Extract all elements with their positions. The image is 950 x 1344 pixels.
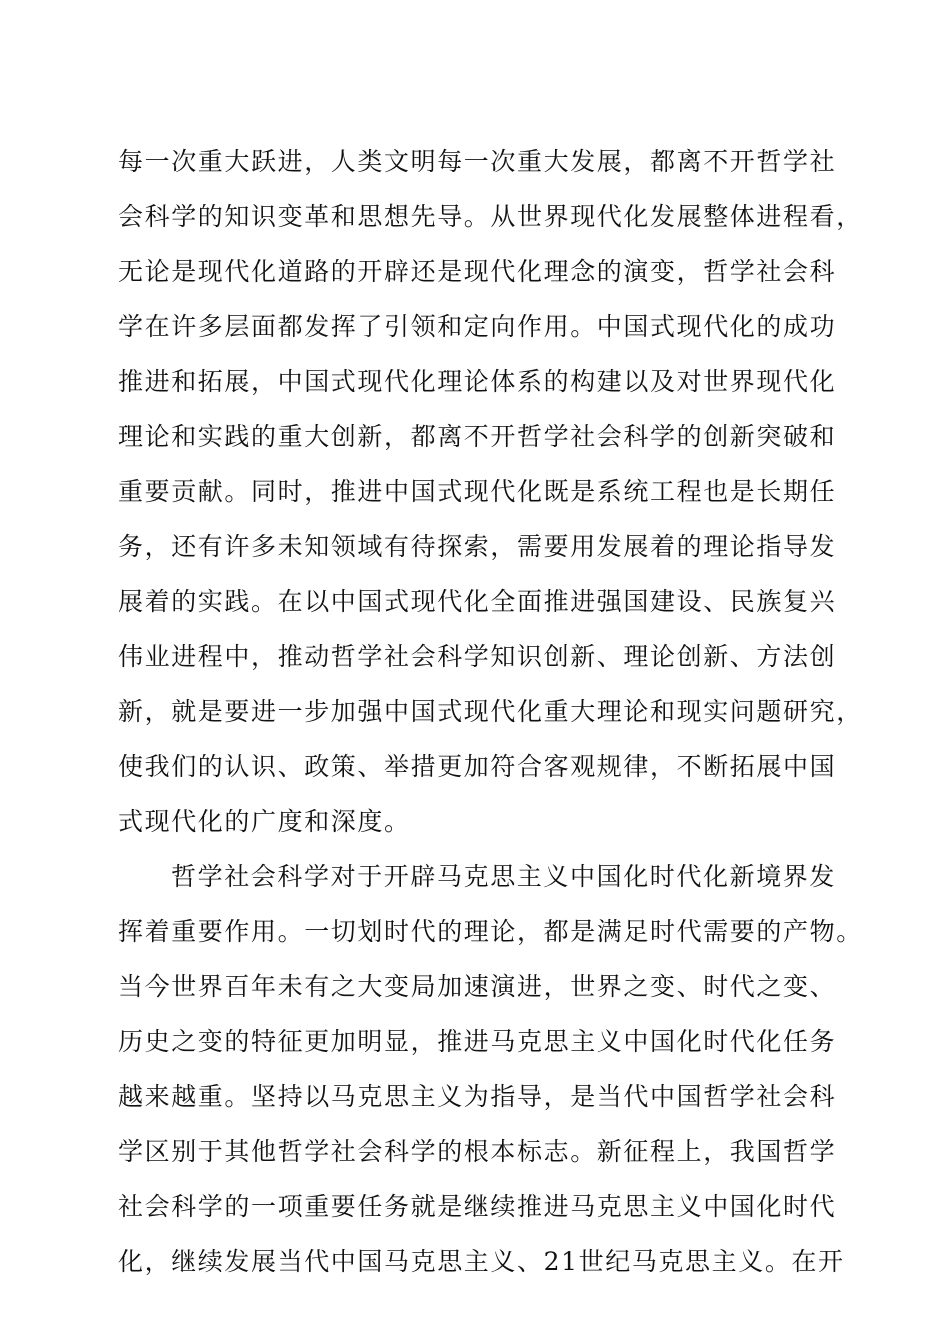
text-line: 理论和实践的重大创新，都离不开哲学社会科学的创新突破和 — [118, 422, 837, 451]
text-line: 会科学的知识变革和思想先导。从世界现代化发展整体进程看， — [118, 202, 863, 231]
text-line: 新，就是要进一步加强中国式现代化重大理论和现实问题研究， — [118, 697, 863, 726]
text-line: 展着的实践。在以中国式现代化全面推进强国建设、民族复兴 — [118, 587, 837, 616]
paragraph-first-line: 哲学社会科学对于开辟马克思主义中国化时代化新境界发 — [171, 862, 837, 891]
text-line: 务，还有许多未知领域有待探索，需要用发展着的理论指导发 — [118, 532, 837, 561]
text-line: 历史之变的特征更加明显，推进马克思主义中国化时代化任务 — [118, 1027, 837, 1056]
text-line: 越来越重。坚持以马克思主义为指导，是当代中国哲学社会科 — [118, 1082, 837, 1111]
text-line: 式现代化的广度和深度。 — [118, 807, 411, 836]
text-line: 推进和拓展，中国式现代化理论体系的构建以及对世界现代化 — [118, 367, 837, 396]
text-line: 当今世界百年未有之大变局加速演进，世界之变、时代之变、 — [118, 972, 837, 1001]
text-line: 社会科学的一项重要任务就是继续推进马克思主义中国化时代 — [118, 1192, 837, 1221]
text-line: 使我们的认识、政策、举措更加符合客观规律，不断拓展中国 — [118, 752, 837, 781]
text-line: 伟业进程中，推动哲学社会科学知识创新、理论创新、方法创 — [118, 642, 837, 671]
text-line: 无论是现代化道路的开辟还是现代化理念的演变，哲学社会科 — [118, 257, 837, 286]
text-line: 化，继续发展当代中国马克思主义、21世纪马克思主义。在开 — [118, 1247, 845, 1276]
text-line: 重要贡献。同时，推进中国式现代化既是系统工程也是长期任 — [118, 477, 837, 506]
text-line: 学在许多层面都发挥了引领和定向作用。中国式现代化的成功 — [118, 312, 837, 341]
text-line: 每一次重大跃进，人类文明每一次重大发展，都离不开哲学社 — [118, 147, 837, 176]
text-line: 学区别于其他哲学社会科学的根本标志。新征程上，我国哲学 — [118, 1137, 837, 1166]
text-line: 挥着重要作用。一切划时代的理论，都是满足时代需要的产物。 — [118, 917, 863, 946]
